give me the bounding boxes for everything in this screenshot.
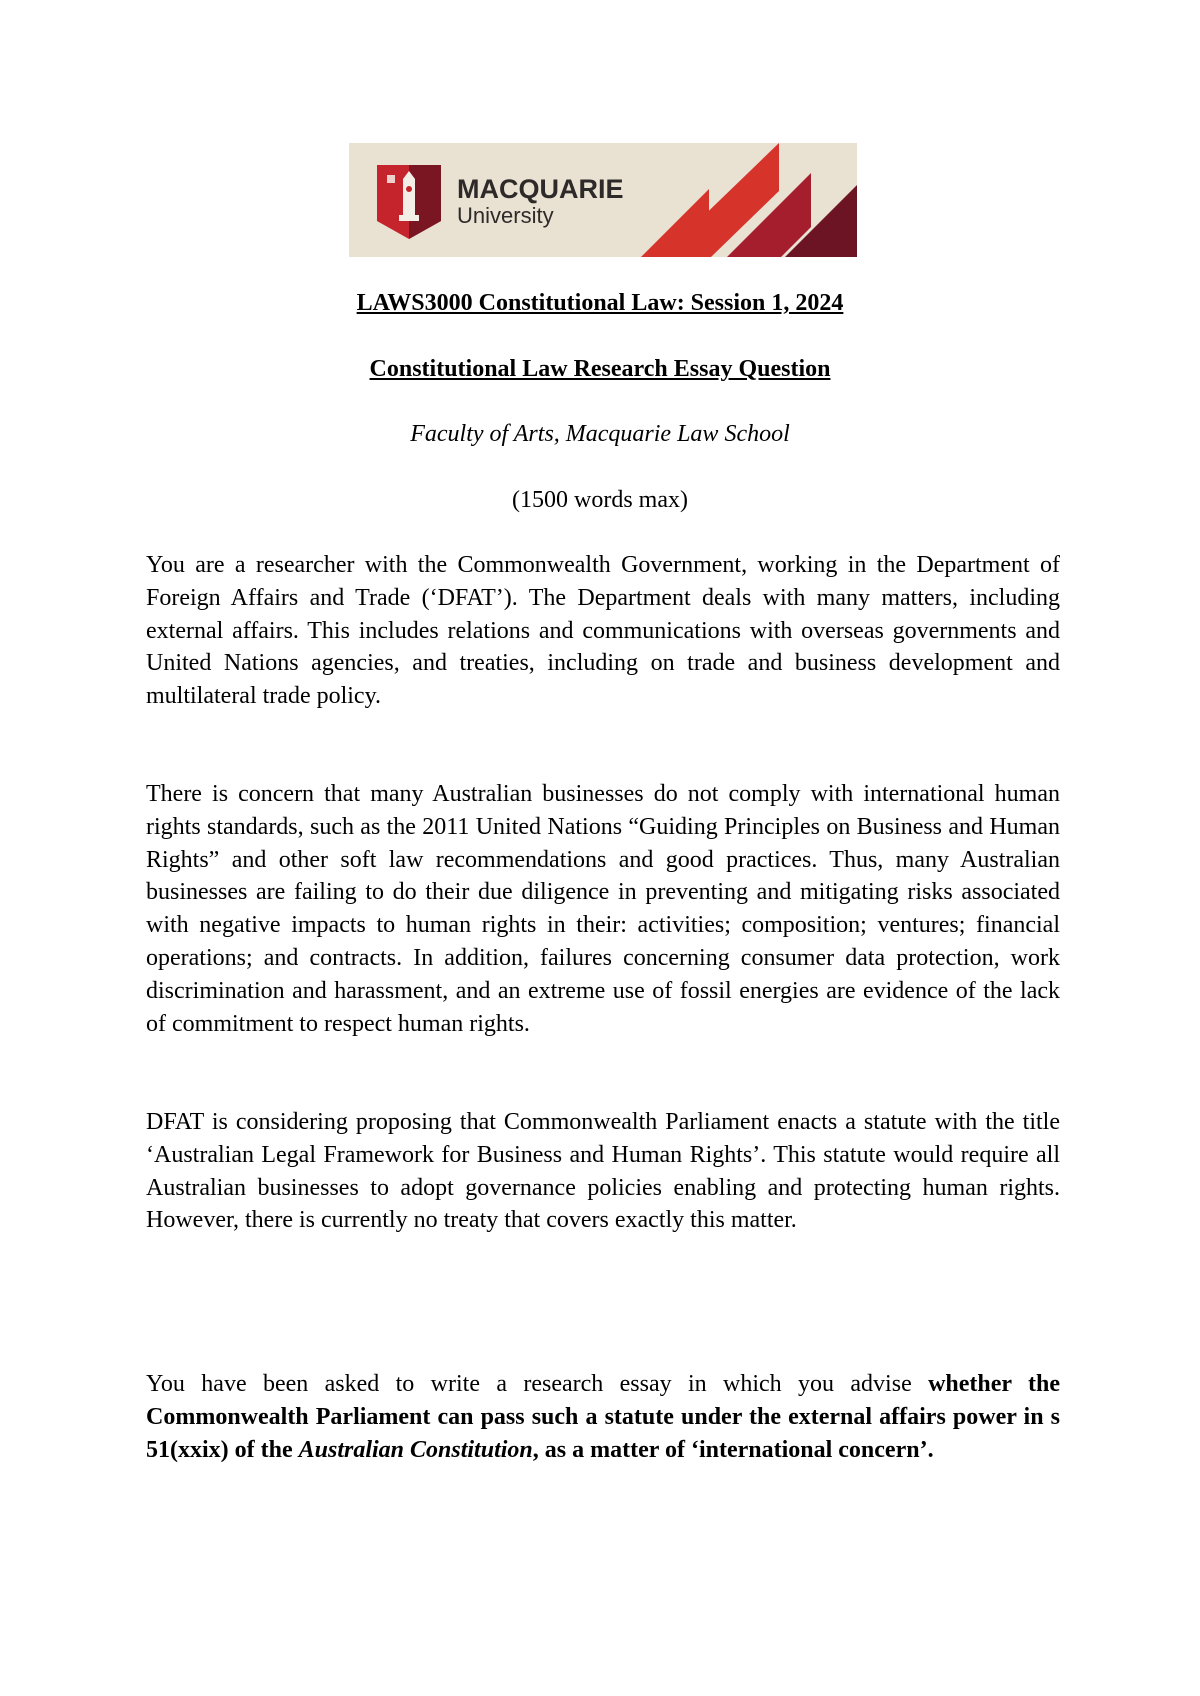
paragraph-3: DFAT is considering proposing that Commonwealth Parliament enacts a statute with the title ‘Australian Legal Framework for Business and Human Rights’. This statute would require all Australian businesses to adopt governance policies enabling and protecting human rights. However, there is currently no treaty that covers exactly this matter. [146,1109,1060,1234]
university-logo-banner [349,143,857,257]
word-limit: (1500 words max) [512,487,688,513]
paragraph-4 [146,1368,1060,1466]
logo-text-line2: University [457,203,554,228]
course-heading: LAWS3000 Constitutional Law: Session 1, 2024 [356,290,844,316]
paragraph-4-bold-ending: , as a matter of ‘international concern’. [532,1436,934,1463]
paragraph-2: There is concern that many Australian businesses do not comply with international human rights standards, such as the 2011 United Nations “Guiding Principles on Business and Human Rights” and other soft law recommendations and good practices. Thus, many Australian businesses are failing to do their due diligence in preventing and mitigating risks associated with negative impacts to human rights in their: activities; composition; ventures; financial operations; and contracts. In addition, failures concerning consumer data protection, work discrimination and harassment, and an extreme use of fossil energies are evidence of the lack of commitment to respect human rights. [146,781,1060,1037]
logo-text-line1: MACQUARIE [457,174,624,204]
paragraph-4-bold-question: whether the Commonwealth Parliament can pass such a statute under the external affairs power in s 51(xxix) of the [146,1371,1060,1463]
faculty-line: Faculty of Arts, Macquarie Law School [410,421,790,447]
macquarie-logo [349,143,857,257]
paragraph-4-constitution: Australian Constitution [298,1436,533,1463]
paragraph-1: You are a researcher with the Commonwealth Government, working in the Department of Foreign Affairs and Trade (‘DFAT’). The Department deals with many matters, including external affairs. This includes relations and communications with overseas governments and United Nations agencies, and treaties, including on trade and business development and multilateral trade policy. [146,552,1060,710]
essay-title: Constitutional Law Research Essay Question [369,356,831,382]
paragraph-4-intro: You have been asked to write a research essay in which you advise [146,1371,929,1397]
